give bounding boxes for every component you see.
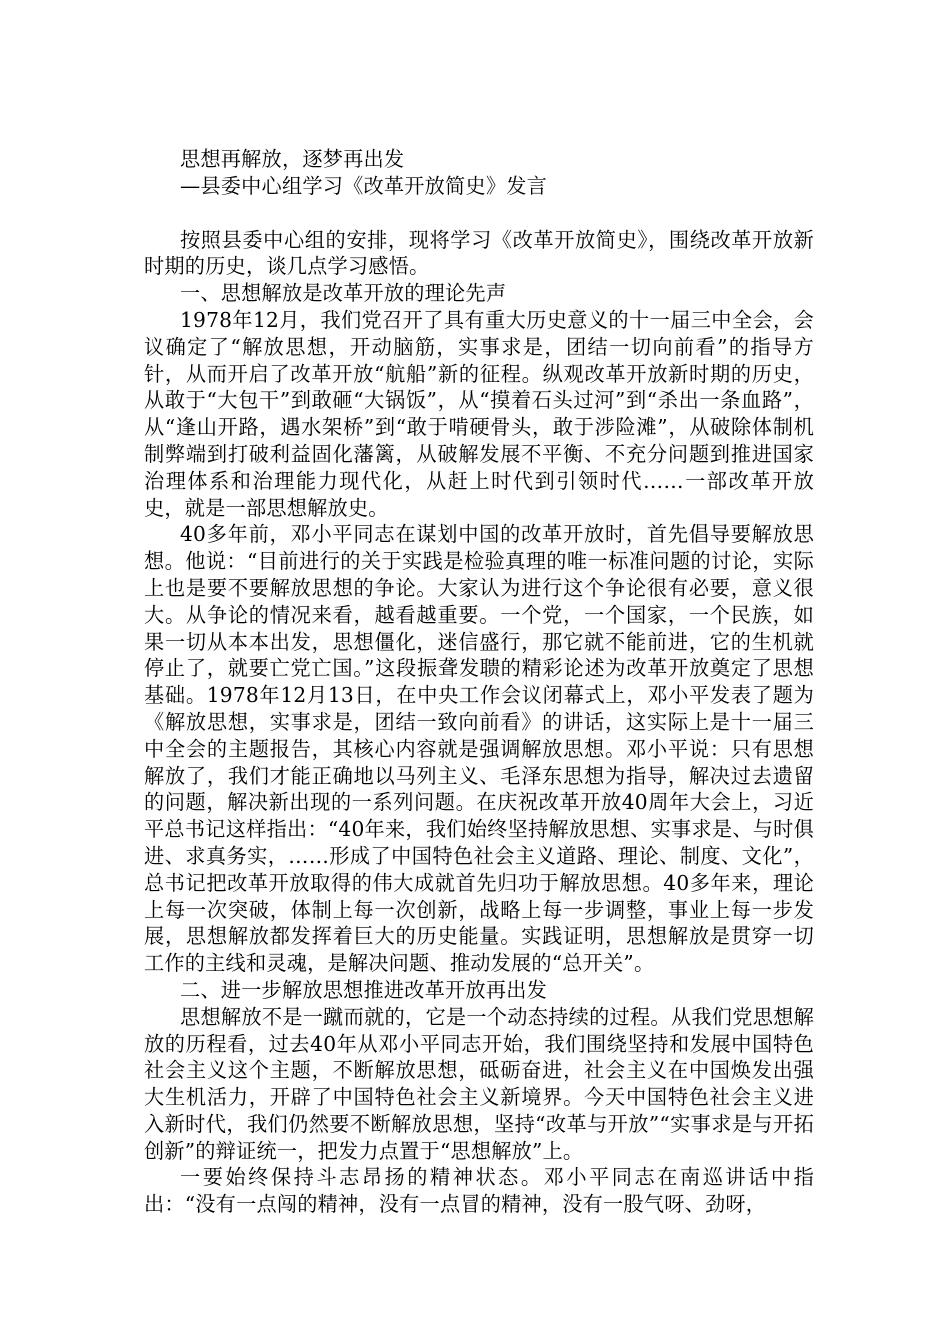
body-paragraph: 1978年12月，我们党召开了具有重大历史意义的十一届三中全会，会议确定了“解放思想，开动脑筋，实事求是，团结一切向前看”的指导方针，从而开启了改革开放“航船”新的征程。纵观改革开放新时期的历史，从敢于“大包干”到敢砸“大锅饭”，从“摸着石头过河”到“杀出一条血路”，从“逢山开路，遇水架桥”到“敢于啃硬骨头，敢于涉险滩”，从破除体制机制弊端到打破利益固化藩篱，从破解发展不平衡、不充分问题到推进国家治理体系和治理能力现代化，从赶上时代到引领时代……一部改革开放史，就是一部思想解放史。 — [144, 307, 814, 520]
body-paragraph: 40多年前，邓小平同志在谋划中国的改革开放时，首先倡导要解放思想。他说：“目前进行的关于实践是检验真理的唯一标准问题的讨论，实际上也是要不要解放思想的争论。大家认为进行这个争论很有必要，意义很大。从争论的情况来看，越看越重要。一个党，一个国家，一个民族，如果一切从本本出发，思想僵化，迷信盛行，那它就不能前进，它的生机就停止了，就要亡党亡国。”这段振聋发聩的精彩论述为改革开放奠定了思想基础。1978年12月13日，在中央工作会议闭幕式上，邓小平发表了题为《解放思想，实事求是，团结一致向前看》的讲话，这实际上是十一届三中全会的主题报告，其核心内容就是强调解放思想。邓小平说：只有思想解放了，我们才能正确地以马列主义、毛泽东思想为指导，解决过去遗留的问题，解决新出现的一系列问题。在庆祝改革开放40周年大会上，习近平总书记这样指出：“40年来，我们始终坚持解放思想、实事求是、与时俱进、求真务实，……形成了中国特色社会主义道路、理论、制度、文化”，总书记把改革开放取得的伟大成就首先归功于解放思想。40多年来，理论上每一次突破，体制上每一次创新，战略上每一步调整，事业上每一步发展，思想解放都发挥着巨大的历史能量。实践证明，思想解放是贯穿一切工作的主线和灵魂，是解决问题、推动发展的“总开关”。 — [144, 522, 814, 976]
document-subtitle: —县委中心组学习《改革开放简史》发言 — [180, 173, 547, 198]
body-paragraph: 思想解放不是一蹴而就的，它是一个动态持续的过程。从我们党思想解放的历程看，过去40年从邓小平同志开始，我们围绕坚持和发展中国特色社会主义这个主题，不断解放思想，砥砺奋进，社会主义在中国焕发出强大生机活力，开辟了中国特色社会主义新境界。今天中国特色社会主义进入新时代，我们仍然要不断解放思想，坚持“改革与开放”“实事求是与开拓创新”的辩证统一，把发力点置于“思想解放”上。 — [144, 1004, 814, 1163]
section-heading-2: 二、进一步解放思想推进改革开放再出发 — [180, 977, 547, 1002]
document-page — [144, 146, 814, 1218]
intro-paragraph: 按照县委中心组的安排，现将学习《改革开放简史》，围绕改革开放新时期的历史，谈几点学习感悟。 — [144, 227, 814, 279]
document-title: 思想再解放，逐梦再出发 — [180, 147, 405, 171]
section-heading-1: 一、思想解放是改革开放的理论先声 — [180, 281, 507, 306]
blank-line — [144, 200, 814, 227]
body-paragraph: 一要始终保持斗志昂扬的精神状态。邓小平同志在南巡讲话中指出：“没有一点闯的精神，没有一点冒的精神，没有一股气呀、劲呀， — [144, 1165, 814, 1217]
